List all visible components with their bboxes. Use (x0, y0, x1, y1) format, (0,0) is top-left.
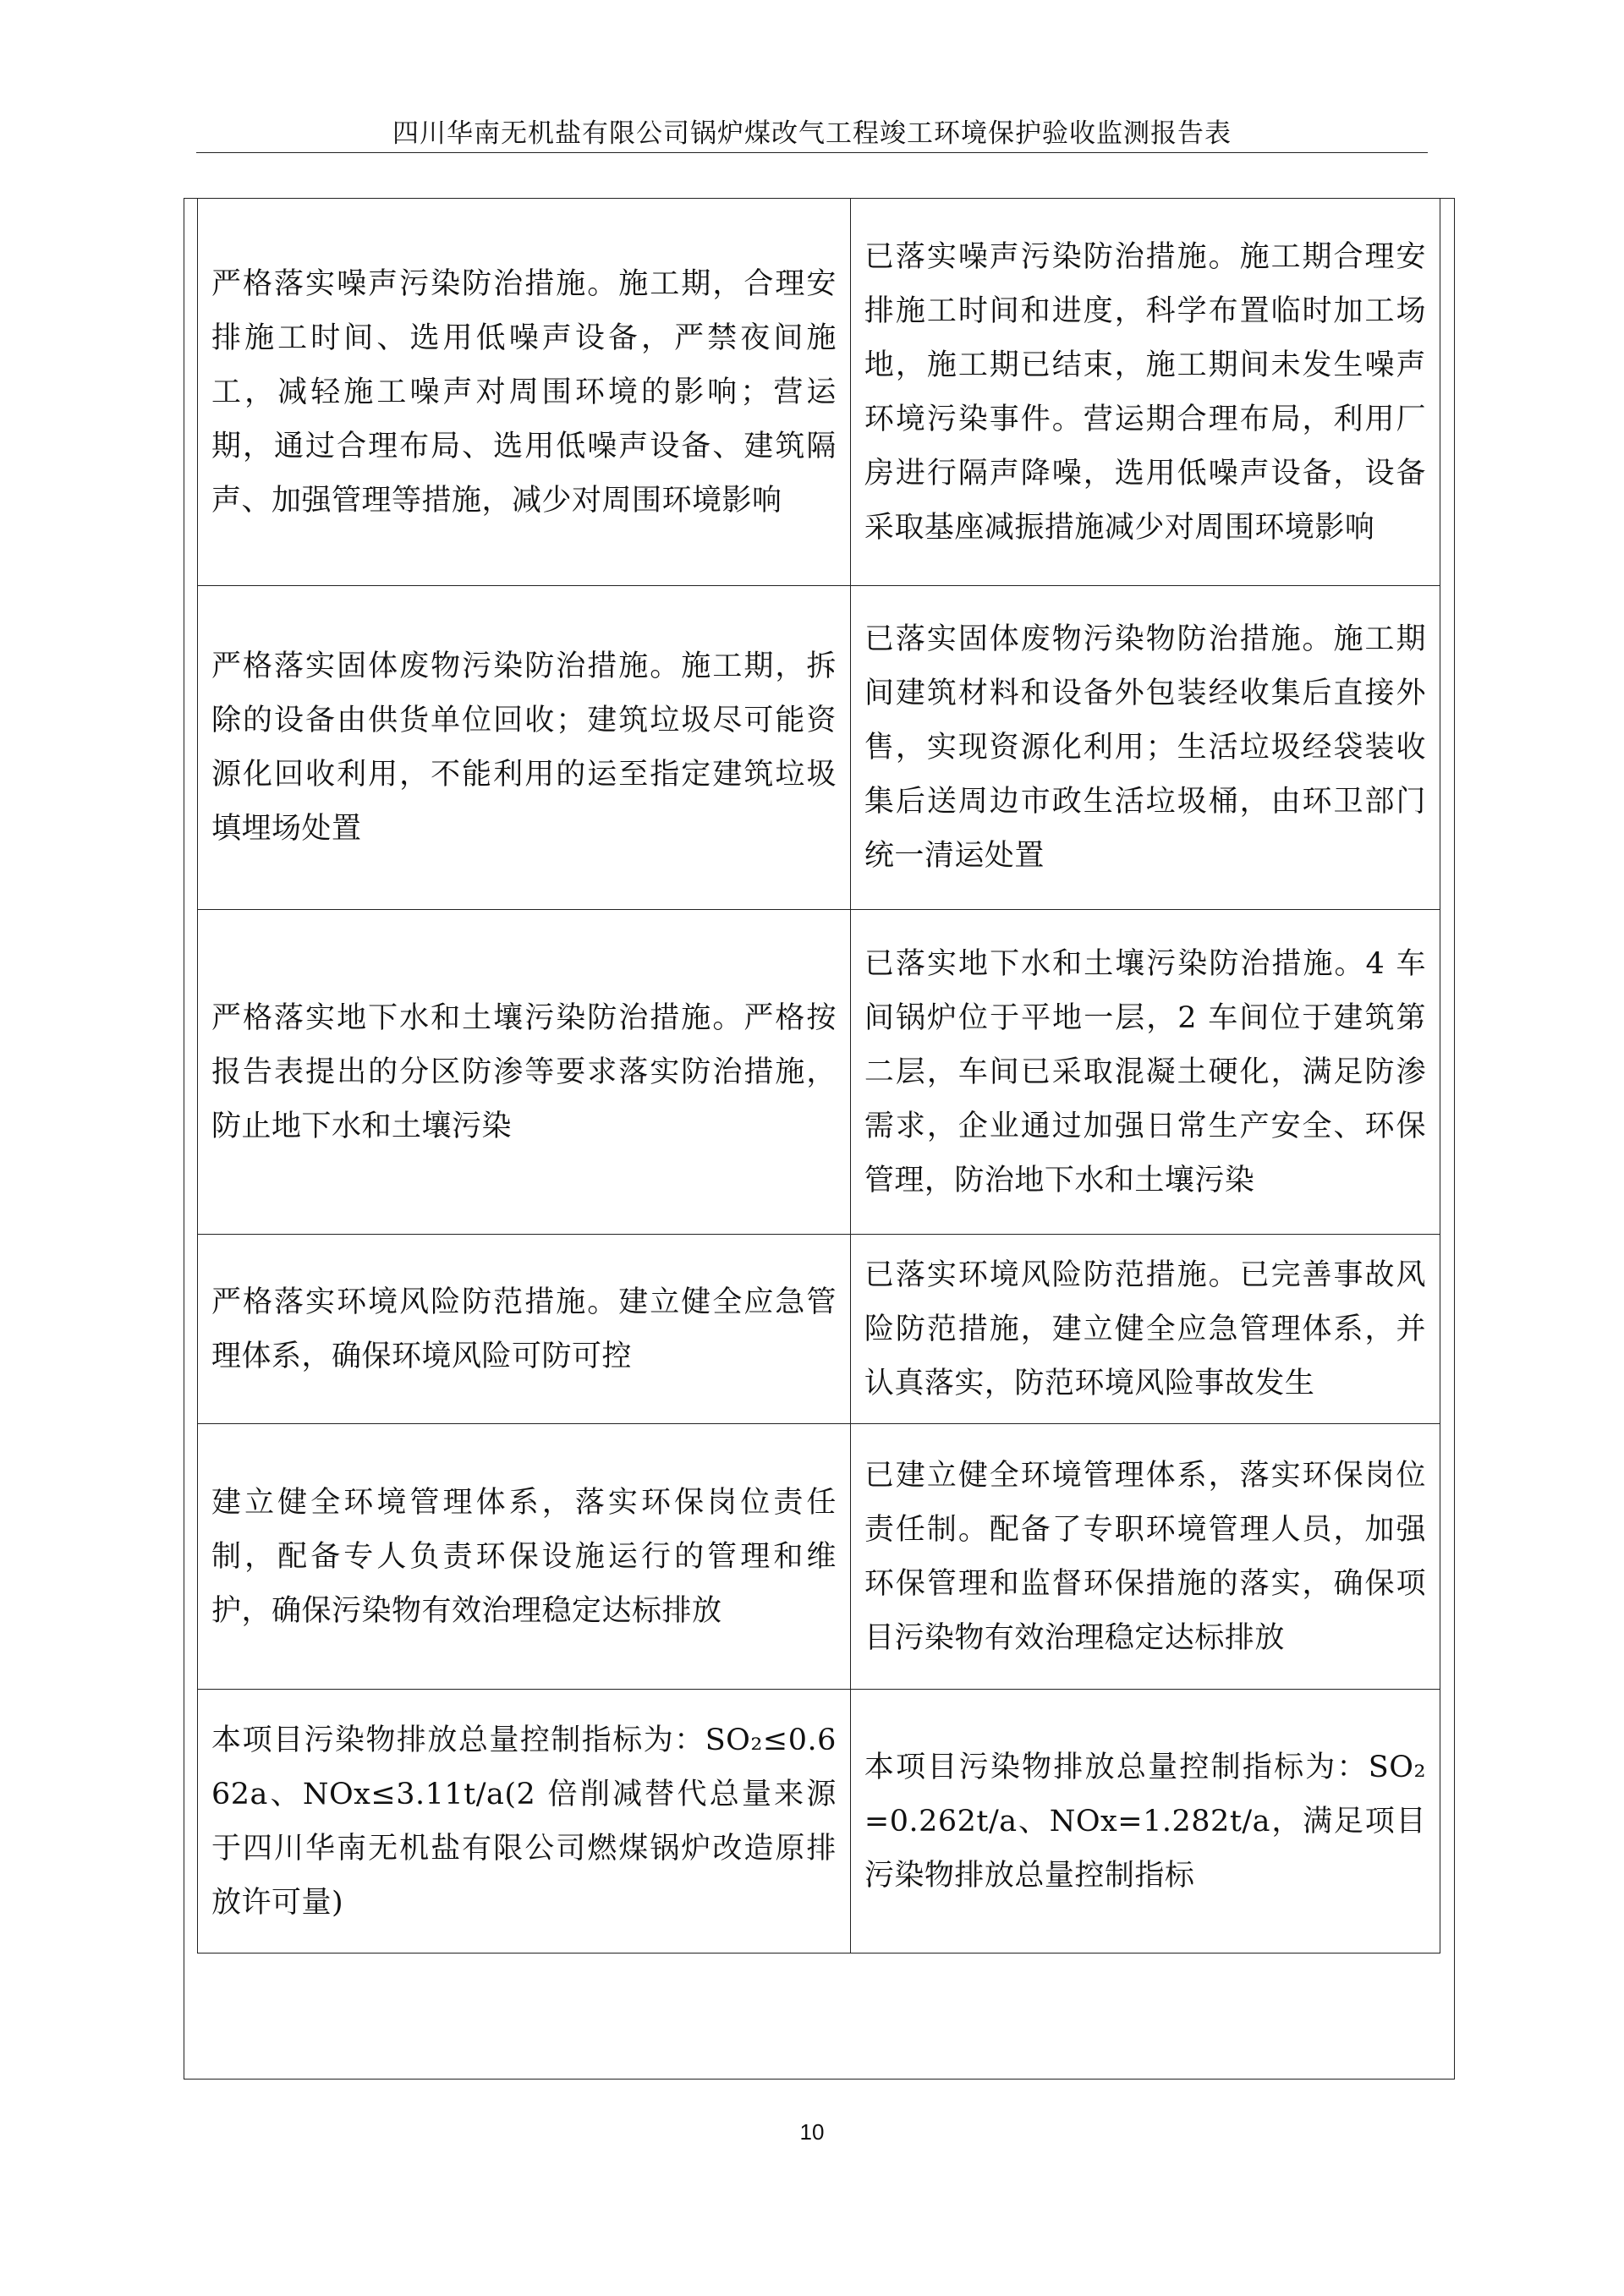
table-row (198, 586, 1440, 910)
requirement-cell: 本项目污染物排放总量控制指标为：SO₂≤0.662a、NOx≤3.11t/a(2 倍削减替代总量来源于四川华南无机盐有限公司燃煤锅炉改造原排放许可量) (198, 1690, 851, 1954)
page-number: 10 (799, 2119, 825, 2145)
table-row (198, 1690, 1440, 1954)
page-header-title: 四川华南无机盐有限公司锅炉煤改气工程竣工环境保护验收监测报告表 (392, 118, 1232, 149)
header-divider (196, 152, 1428, 153)
requirement-cell: 严格落实固体废物污染防治措施。施工期，拆除的设备由供货单位回收；建筑垃圾尽可能资源化回收利用，不能利用的运至指定建筑垃圾填埋场处置 (198, 586, 851, 910)
implementation-cell: 已建立健全环境管理体系，落实环保岗位责任制。配备了专职环境管理人员，加强环保管理和监督环保措施的落实，确保项目污染物有效治理稳定达标排放 (850, 1424, 1440, 1690)
requirements-table (197, 198, 1440, 1954)
table-row (198, 199, 1440, 586)
requirement-cell: 严格落实噪声污染防治措施。施工期，合理安排施工时间、选用低噪声设备，严禁夜间施工，减轻施工噪声对周围环境的影响；营运期，通过合理布局、选用低噪声设备、建筑隔声、加强管理等措施，减少对周围环境影响 (198, 199, 851, 586)
requirement-cell: 严格落实地下水和土壤污染防治措施。严格按报告表提出的分区防渗等要求落实防治措施，防止地下水和土壤污染 (198, 910, 851, 1235)
implementation-cell: 已落实噪声污染防治措施。施工期合理安排施工时间和进度，科学布置临时加工场地，施工期已结束，施工期间未发生噪声环境污染事件。营运期合理布局，利用厂房进行隔声降噪，选用低噪声设备，设备采取基座减振措施减少对周围环境影响 (850, 199, 1440, 586)
implementation-cell: 已落实地下水和土壤污染防治措施。4 车间锅炉位于平地一层，2 车间位于建筑第二层，车间已采取混凝土硬化，满足防渗需求，企业通过加强日常生产安全、环保管理，防治地下水和土壤污染 (850, 910, 1440, 1235)
requirement-cell: 严格落实环境风险防范措施。建立健全应急管理体系，确保环境风险可防可控 (198, 1235, 851, 1424)
implementation-cell: 已落实环境风险防范措施。已完善事故风险防范措施，建立健全应急管理体系，并认真落实，防范环境风险事故发生 (850, 1235, 1440, 1424)
table-row (198, 1424, 1440, 1690)
implementation-cell: 本项目污染物排放总量控制指标为：SO₂=0.262t/a、NOx=1.282t/a，满足项目污染物排放总量控制指标 (850, 1690, 1440, 1954)
implementation-cell: 已落实固体废物污染物防治措施。施工期间建筑材料和设备外包装经收集后直接外售，实现资源化利用；生活垃圾经袋装收集后送周边市政生活垃圾桶，由环卫部门统一清运处置 (850, 586, 1440, 910)
requirement-cell: 建立健全环境管理体系，落实环保岗位责任制，配备专人负责环保设施运行的管理和维护，确保污染物有效治理稳定达标排放 (198, 1424, 851, 1690)
table-row (198, 1235, 1440, 1424)
table-row (198, 910, 1440, 1235)
